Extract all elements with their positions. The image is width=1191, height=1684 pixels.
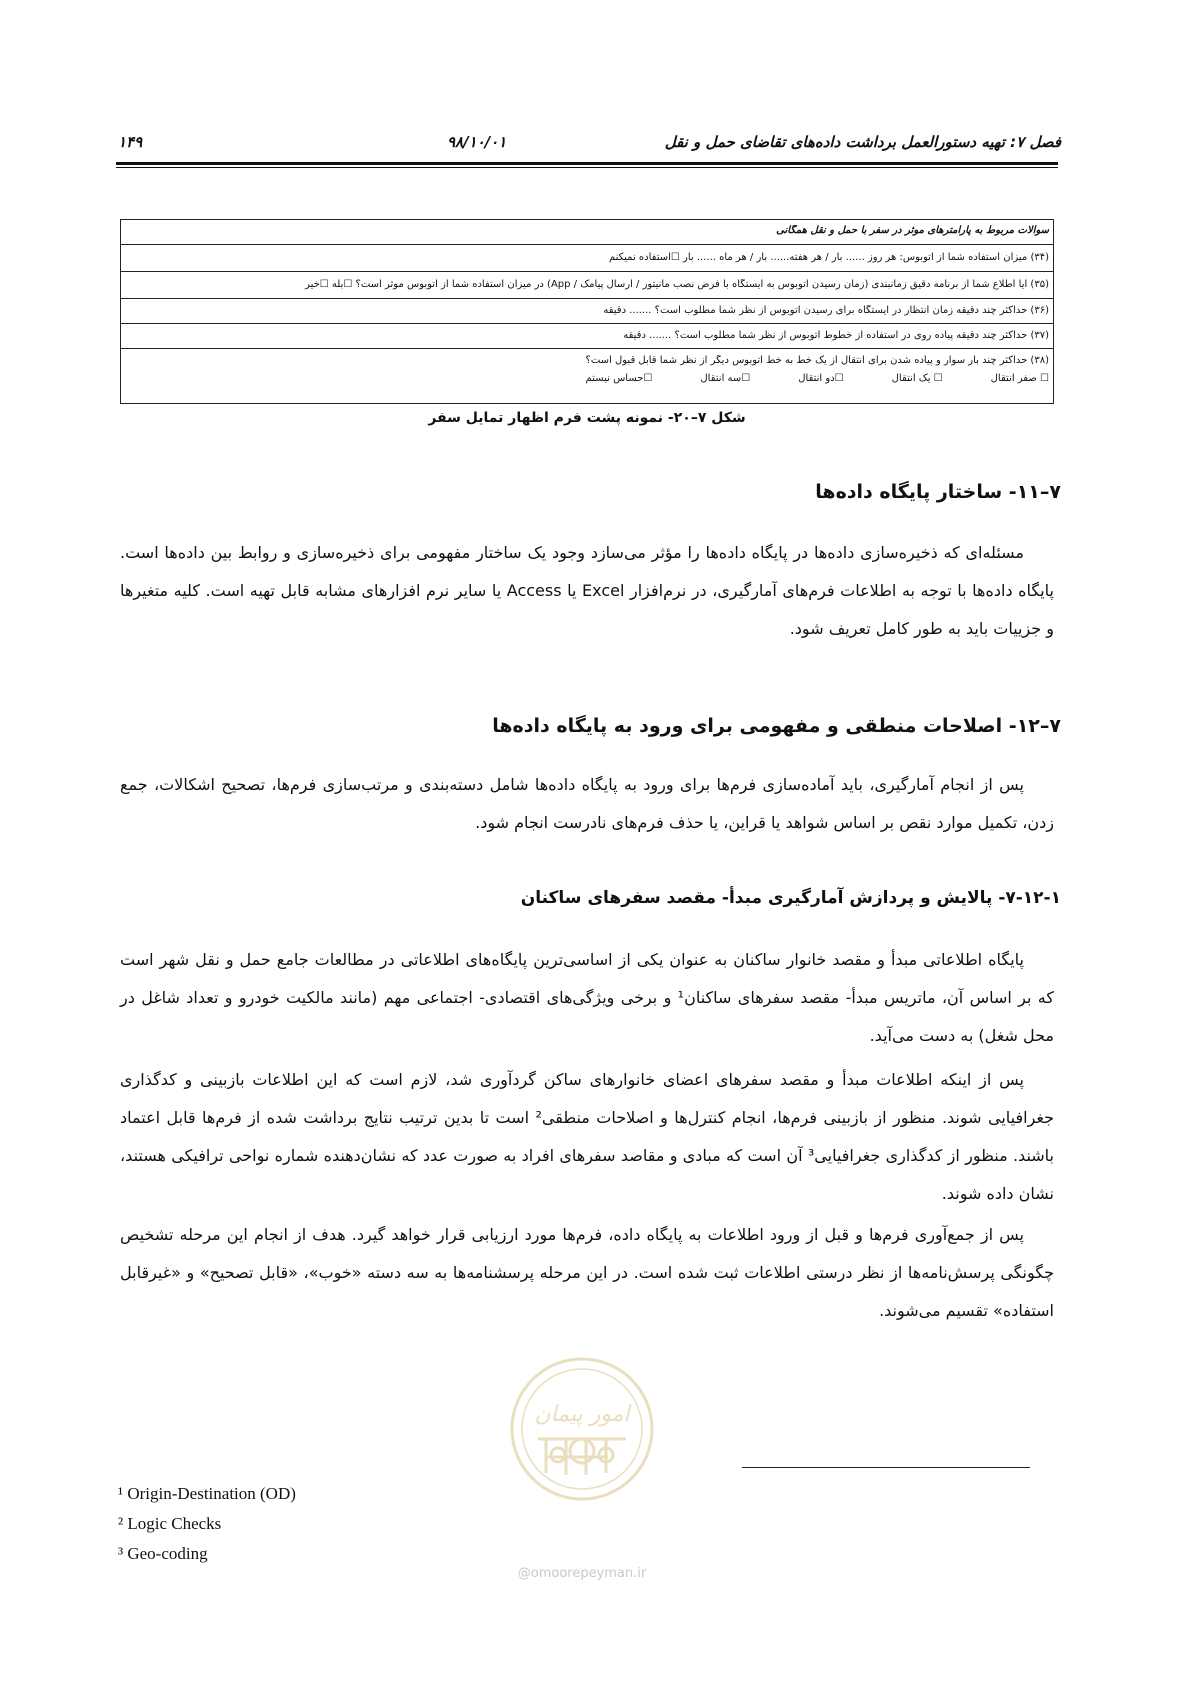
option-two-transfers: ☐دو انتقال <box>798 373 844 384</box>
header-date: ۹۸/۱۰/۰۱ <box>447 133 507 151</box>
figure-caption: شکل ۷–۲۰- نمونه پشت فرم اظهار تمایل سفر <box>428 410 746 426</box>
form-question-34 <box>121 245 1053 272</box>
chapter-title: فصل ۷: تهیه دستورالعمل برداشت داده‌های تقاضای حمل و نقل <box>664 133 1061 151</box>
option-not-sensitive: ☐حساس نیستم <box>585 373 653 384</box>
question-35-text: (۳۵) آیا اطلاع شما از برنامه دقیق زمانبندی (زمان رسیدن اتوبوس به ایستگاه با فرض نصب مانیتور / ارسال پیامک / App) در میزان استفاده شما از اتوبوس موثر است؟ ☐بله ☐خیر <box>305 279 1049 290</box>
section-11-heading: ۷–۱۱- ساختار پایگاه داده‌ها <box>815 481 1061 503</box>
section-12-heading: ۷–۱۲- اصلاحات منطقی و مفهومی برای ورود به پایگاه داده‌ها <box>492 715 1061 737</box>
option-zero-transfer: ☐ صفر انتقال <box>990 373 1049 384</box>
question-38-text: (۳۸) حداکثر چند بار سوار و پیاده شدن برای انتقال از یک خط به خط اتوبوس دیگر از نظر شما قابل قبول است؟ <box>585 355 1049 366</box>
footnote-3: ³ Geo-coding <box>118 1544 208 1563</box>
watermark-seal <box>508 1355 656 1503</box>
form-question-37 <box>121 324 1053 349</box>
form-figure <box>120 219 1054 404</box>
section-12-1-paragraph-1: پایگاه اطلاعاتی مبدأ و مقصد خانوار ساکنان به عنوان یکی از اساسی‌ترین پایگاه‌های اطلاعاتی در مطالعات جامع حمل و نقل شهر است که بر اساس آن، ماتریس مبدأ- مقصد سفرهای ساکنان¹ و برخی ویژگی‌های اقتصادی- اجتماعی مهم (مانند مالکیت خودرو و تعداد شاغل در محل شغل) به دست می‌آید. <box>120 950 1054 1045</box>
question-37-text: (۳۷) حداکثر چند دقیقه پیاده روی در استفاده از خطوط اتوبوس از نظر شما مطلوب است؟ ....... دقیقه <box>623 330 1049 341</box>
footnote-2: ² Logic Checks <box>118 1514 222 1533</box>
form-question-35 <box>121 272 1053 299</box>
question-34-text: (۳۴) میزان استفاده شما از اتوبوس: هر روز ...... بار / هر هفته...... بار / هر ماه ...... بار ☐استفاده نمیکنم <box>608 252 1049 263</box>
form-title-row <box>121 220 1053 245</box>
section-11-paragraph: مسئله‌ای که ذخیره‌سازی داده‌ها در پایگاه داده‌ها را مؤثر می‌سازد وجود یک ساختار مفهومی برای ذخیره‌سازی و روابط بین داده‌ها است. پایگاه داده‌ها با توجه به اطلاعات فرم‌های آمارگیری، در نرم‌افزار Excel یا Access یا سایر نرم افزارهای مشابه قابل تهیه است. کلیه متغیرها و جزییات باید به طور کامل تعریف شود. <box>120 543 1055 638</box>
option-three-transfers: ☐سه انتقال <box>700 373 751 384</box>
form-question-38 <box>121 349 1053 403</box>
form-question-36 <box>121 299 1053 324</box>
footnote-rule <box>742 1467 1030 1468</box>
question-36-text: (۳۶) حداکثر چند دقیقه زمان انتظار در ایستگاه برای رسیدن اتوبوس از نظر شما مطلوب است؟ ....... دقیقه <box>603 305 1049 316</box>
question-38-options <box>121 373 1049 384</box>
seal-logo-text: امور پیمان <box>534 1402 630 1427</box>
form-title: سوالات مربوط به پارامترهای موثر در سفر با حمل و نقل همگانی <box>776 225 1049 236</box>
section-12-paragraph: پس از انجام آمارگیری، باید آماده‌سازی فرم‌ها برای ورود به پایگاه داده‌ها شامل دسته‌بندی و مرتب‌سازی فرم‌ها، تصحیح اشکالات، جمع زدن، تکمیل موارد نقص بر اساس شواهد یا قراین، یا حذف فرم‌های نادرست انجام شود. <box>120 775 1054 832</box>
header-rule-thick <box>116 162 1058 165</box>
section-12-1-paragraph-2: پس از اینکه اطلاعات مبدأ و مقصد سفرهای اعضای خانوارهای ساکن گردآوری شد، لازم است که این اطلاعات بازبینی و کدگذاری جغرافیایی شوند. منظور از بازبینی فرم‌ها، انجام کنترل‌ها و اصلاحات منطقی² است تا بدین ترتیب نتایج برداشت شده از فرم‌ها قابل اعتماد باشند. منظور از کدگذاری جغرافیایی³ آن است که مبادی و مقاصد سفرهای افراد به صورت عدد که نشان‌دهنده شماره نواحی ترافیکی هستند، نشان داده شوند. <box>120 1070 1055 1203</box>
watermark-text: @omoorepeyman.ir <box>517 1566 647 1581</box>
section-12-1-paragraph-3: پس از جمع‌آوری فرم‌ها و قبل از ورود اطلاعات به پایگاه داده، فرم‌ها مورد ارزیابی قرار خواهد گیرد. هدف از انجام این مرحله تشخیص چگونگی پرسش‌نامه‌ها از نظر درستی اطلاعات ثبت شده است. در این مرحله پرسشنامه‌ها به سه دسته «خوب»، «قابل تصحیح» و «غیرقابل استفاده» تقسیم می‌شوند. <box>120 1225 1054 1320</box>
option-one-transfer: ☐ یک انتقال <box>891 373 943 384</box>
footnote-1: ¹ Origin-Destination (OD) <box>118 1484 296 1503</box>
section-12-1-heading: ۷-۱۲-۱- پالایش و پردازش آمارگیری مبدأ- مقصد سفرهای ساکنان <box>520 888 1061 908</box>
page-number: ۱۴۹ <box>118 133 143 151</box>
header-rule-thin <box>116 167 1058 168</box>
